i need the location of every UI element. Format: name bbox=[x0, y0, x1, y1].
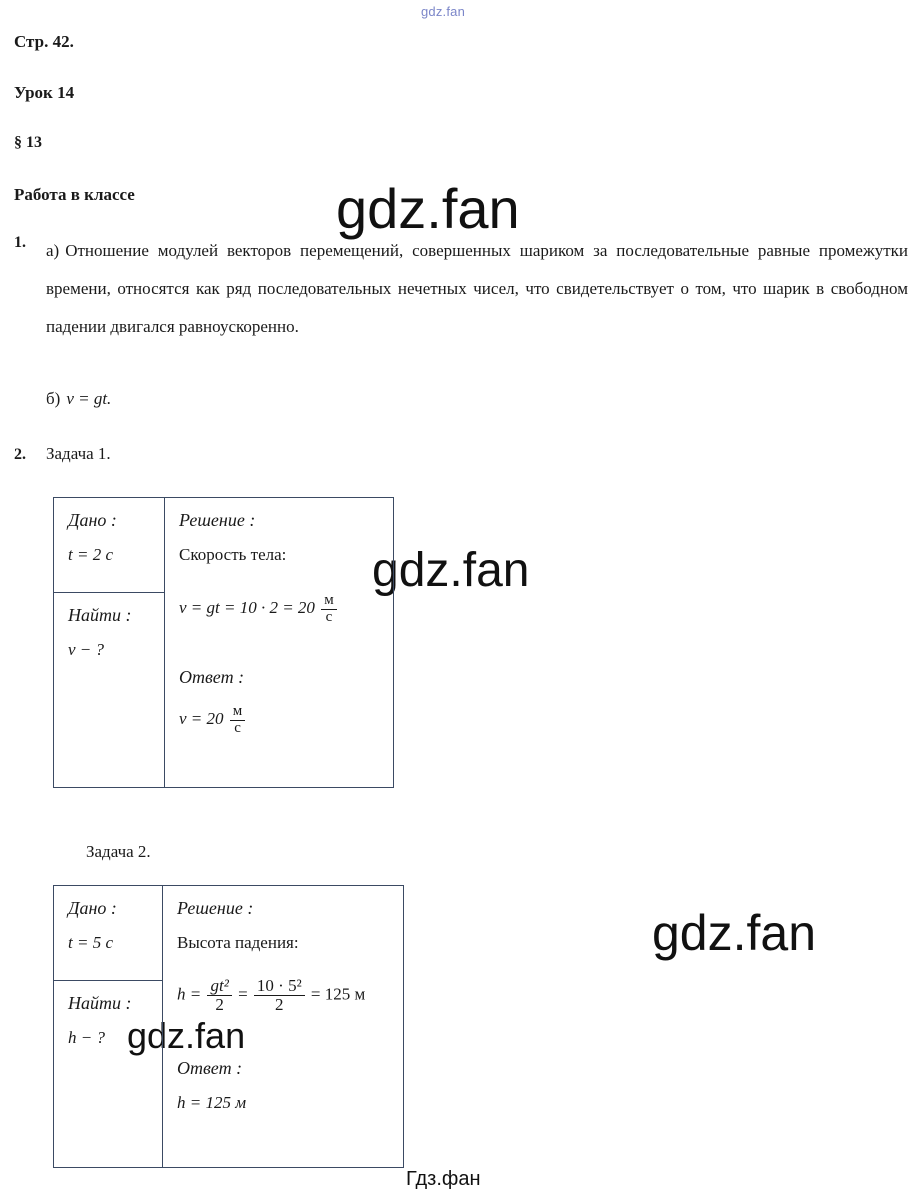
task-1-answer-unit bbox=[230, 704, 246, 737]
task-2-given-cell bbox=[54, 886, 163, 981]
task-1-solution-formula-left: v = gt = 10 · 2 = 20 bbox=[179, 598, 315, 617]
task-2-formula-h: h = bbox=[177, 984, 202, 1004]
task-1-given-cell bbox=[54, 498, 165, 593]
task-1-answer-unit-num: м bbox=[230, 704, 246, 721]
item-2-label: Задача 1. bbox=[46, 444, 111, 463]
item-1-body bbox=[46, 232, 908, 346]
task-1-find-title: Найти : bbox=[68, 605, 132, 625]
task-2-fraction-2-den: 2 bbox=[275, 994, 284, 1014]
task-1-solution-lead: Скорость тела: bbox=[179, 545, 287, 564]
task-1-answer-unit-den: с bbox=[234, 719, 241, 736]
item-1-part-b-formula: v = gt. bbox=[66, 389, 112, 408]
task-2-fraction-2-num: 10 · 5² bbox=[254, 977, 305, 996]
item-1-part-b bbox=[46, 389, 111, 409]
task-1-solution-unit-den: с bbox=[325, 608, 333, 625]
watermark-top: gdz.fan bbox=[421, 4, 466, 19]
task-2-solution-cell bbox=[163, 886, 404, 1168]
watermark-large-2: gdz.fan bbox=[372, 544, 530, 597]
task-2-find-value: h − ? bbox=[68, 1028, 105, 1047]
task-1-answer-value: v = 20 bbox=[179, 709, 224, 729]
paragraph-heading: § 13 bbox=[14, 134, 42, 151]
task-2-fraction-1-den: 2 bbox=[215, 994, 224, 1014]
task-2-result: = 125 м bbox=[310, 984, 366, 1004]
item-1-part-b-marker: б) bbox=[46, 389, 61, 408]
task-2-fraction-1-num: gt² bbox=[207, 977, 231, 996]
task-2-fraction-2 bbox=[254, 977, 305, 1014]
watermark-bottom: Гдз.фан bbox=[406, 1168, 481, 1190]
task-1-given-title: Дано : bbox=[68, 510, 117, 530]
task-1-given-value: t = 2 с bbox=[68, 545, 113, 564]
item-1-part-a-marker: а) bbox=[46, 241, 60, 260]
lesson-heading: Урок 14 bbox=[14, 83, 75, 102]
task-1-find-value: v − ? bbox=[68, 640, 105, 659]
task-2-label: Задача 2. bbox=[86, 842, 151, 861]
task-2-solution-title: Решение : bbox=[177, 898, 254, 918]
task-2-answer-title: Ответ : bbox=[177, 1057, 243, 1078]
item-1-number: 1. bbox=[14, 234, 26, 251]
section-heading: Работа в классе bbox=[14, 185, 135, 204]
task-1-solution-unit bbox=[321, 593, 337, 626]
table-row bbox=[54, 886, 404, 981]
task-1-find-cell bbox=[54, 593, 165, 788]
task-1-solution-cell bbox=[165, 498, 394, 788]
task-2-answer-value: h = 125 м bbox=[177, 1092, 247, 1112]
item-2-number: 2. bbox=[14, 446, 26, 463]
task-1-answer-title: Ответ : bbox=[179, 667, 245, 688]
task-2-find-cell bbox=[54, 981, 163, 1168]
task-2-equals-1: = bbox=[238, 984, 248, 1004]
task-1-solution-unit-num: м bbox=[321, 593, 337, 610]
watermark-large-4: gdz.fan bbox=[127, 1015, 246, 1056]
watermark-large-1: gdz.fan bbox=[336, 177, 520, 240]
task-2-given-value: t = 5 с bbox=[68, 933, 113, 952]
task-2-find-title: Найти : bbox=[68, 993, 132, 1013]
task-1-answer bbox=[179, 702, 379, 736]
task-2-solution-formula bbox=[177, 977, 389, 1014]
task-1-solution-title: Решение : bbox=[179, 510, 256, 530]
task-2-fraction-1 bbox=[207, 977, 231, 1014]
task-2-table bbox=[53, 885, 404, 1168]
item-2-body bbox=[46, 444, 111, 464]
task-1-table bbox=[53, 497, 394, 788]
page-number-heading: Стр. 42. bbox=[14, 32, 74, 51]
task-1-solution-formula bbox=[179, 591, 379, 625]
item-1-part-a-text: Отношение модулей векторов перемещений, совершенных шариком за последовательные равные промежутки времени, относятся как ряд последовательных нечетных чисел, что свидетельствует о том, что шарик в свободном падении двигался равноускоренно. bbox=[46, 241, 908, 336]
task-2-given-title: Дано : bbox=[68, 898, 117, 918]
table-row bbox=[54, 498, 394, 593]
watermark-large-3: gdz.fan bbox=[652, 905, 817, 961]
task-2-solution-lead: Высота падения: bbox=[177, 933, 299, 952]
